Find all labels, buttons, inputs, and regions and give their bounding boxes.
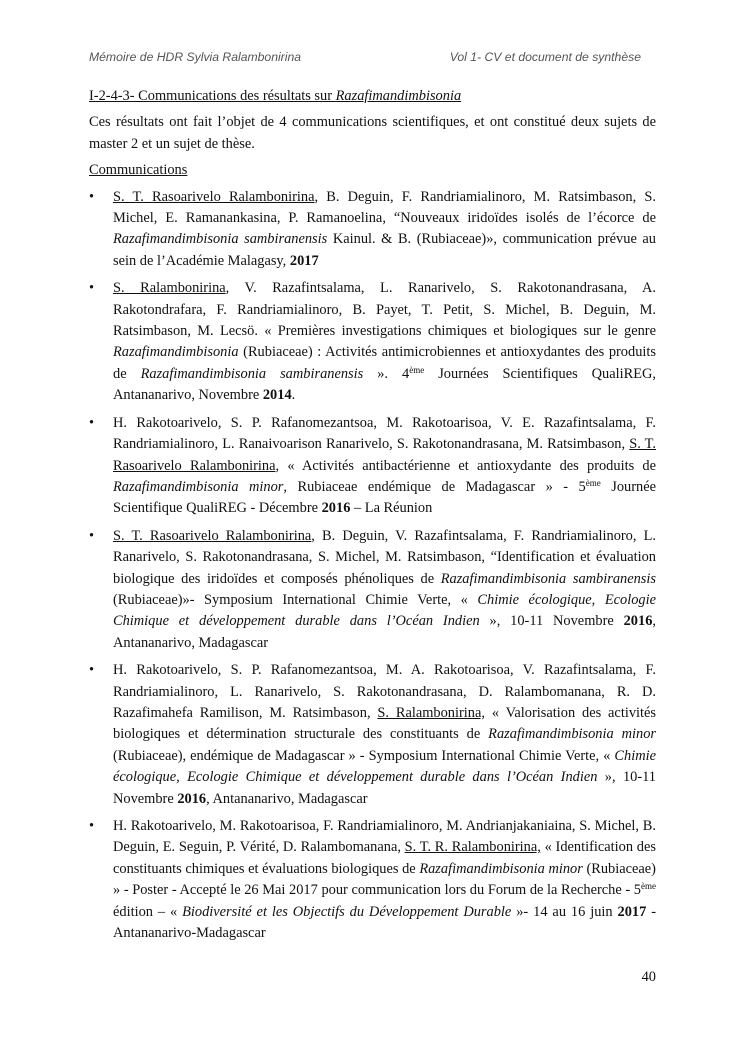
italic-text: Razafimandimbisonia minor [113,478,284,495]
entry-text: , Antananarivo, Madagascar [113,613,656,651]
year-bold: 2014 [262,387,292,404]
entry-text: Journées Scientifiques QualiREG, Antananarivo, Novembre [113,365,657,404]
entry-text: ». 4 [363,365,410,382]
entry-text: -Antananarivo-Madagascar [113,903,657,942]
ordinal-suffix: ème [585,477,601,488]
section-heading [89,86,656,107]
italic-text: Chimie écologique, Ecologie Chimique et développement durable dans l’Océan Indien [113,591,656,630]
entry-text: (Rubiaceae) » - Poster - Accepté le 26 Mai 2017 pour communication lors du Forum de la Recherche - 5 [113,860,656,899]
bullet-icon: • [89,527,95,544]
italic-text: Razafimandimbisonia sambiranensis [440,570,657,587]
communication-entry [89,816,656,944]
entry-text: Kainul. & B. (Rubiaceae)», communication prévue au sein de l’Académie Malagasy, [113,231,656,269]
year-bold: 2017 [289,252,319,269]
year-bold: 2016 [321,500,351,517]
communication-entry [89,278,656,406]
bullet-icon: • [89,662,95,679]
year-bold: 2017 [617,903,647,920]
entry-text: , « Activités antibactérienne et antioxydante des produits de [275,457,656,474]
page-content [89,86,656,950]
communication-entry [89,187,656,273]
entry-text: (Rubiaceae) : Activités antimicrobiennes et antioxydantes des produits de [113,344,656,382]
entry-text: – La Réunion [350,500,433,517]
italic-text: Biodiversité et les Objectifs du Développement Durable [182,903,512,920]
entry-text: « Valorisation des activités biologiques et détermination structurale des constituants de [113,704,656,743]
ordinal-suffix: ème [641,881,656,892]
entry-text: « Identification des constituants chimiques et évaluations biologiques de [113,839,656,877]
author-highlight: S. Ralambonirina [113,280,226,297]
entry-text: H. Rakotoarivelo, S. P. Rafanomezantsoa, M. Rakotoarisoa, V. E. Razafintsalama, F. Randriamialinoro, L. Ranaivoarison Ranarivelo, S. Rakotonandrasana, M. Ratsimbason, [113,414,656,453]
communication-entry [89,660,656,810]
author-highlight: S. T. Rasoarivelo Ralambonirina [113,436,656,474]
entry-text: . [291,387,296,404]
entry-text: H. Rakotoarivelo, M. Rakotoarisoa, F. Randriamialinoro, M. Andrianjakaniaina, S. Michel, B. Deguin, E. Seguin, P. Vérité, D. Ralambomanana, [113,818,656,856]
entry-text: »- 14 au 16 juin [511,903,618,920]
page-number: 40 [641,969,656,985]
communication-entry [89,526,656,654]
entry-text: , Antananarivo, Madagascar [206,790,368,807]
year-bold: 2016 [177,790,207,807]
communications-list [89,187,656,945]
ordinal-suffix: ème [409,364,425,375]
italic-text: Razafimandimbisonia minor [419,860,583,877]
communications-subheading: Communications [89,162,188,179]
running-header-right: Vol 1- CV et document de synthèse [449,50,641,64]
entry-text: , B. Deguin, F. Randriamialinoro, M. Ratsimbason, S. Michel, E. Ramanankasina, P. Ramanoelina, “Nouveaux iridoïdes isolés de l’écorce de [113,188,656,227]
entry-text: , Rubiaceae endémique de Madagascar » - 5 [283,478,586,495]
entry-text: , B. Deguin, V. Razafintsalama, F. Randriamialinoro, L. Ranarivelo, S. Rakotonandrasana, S. Michel, M. Ratsimbason, “Identification et évaluation biologique des iridoïdes et composés phénoliques de [113,527,656,587]
author-highlight: S. T. Rasoarivelo Ralambonirina [113,188,315,205]
entry-text: (Rubiaceae), endémique de Madagascar » - Symposium International Chimie Verte, « [113,747,615,764]
bullet-icon: • [89,818,95,834]
entry-text: , V. Razafintsalama, L. Ranarivelo, S. Rakotonandrasana, A. Rakotondrafara, F. Randriamialinoro, B. Payet, T. Petit, S. Michel, B. Deguin, M. Ratsimbason, M. Lecsö. « Premières investigations chimiques et biologiques sur le genre [113,280,656,340]
entry-text: », 10-11 Novembre [113,769,656,807]
bullet-icon: • [89,280,95,297]
italic-text: Razafimandimbisonia sambiranensis [113,231,328,248]
bullet-icon: • [89,414,95,431]
author-highlight: S. T. Rasoarivelo Ralambonirina [113,527,312,544]
year-bold: 2016 [623,613,653,630]
author-highlight: S. T. R. Ralambonirina, [404,839,541,856]
intro-paragraph: Ces résultats ont fait l’objet de 4 communications scientifiques, et ont constitué deux sujets de master 2 et un sujet de thèse. [89,114,656,152]
section-heading-text: I-2-4-3- Communications des résultats sur [89,88,336,104]
italic-text: Chimie écologique, Ecologie Chimique et développement durable dans l’Océan Indien [113,747,656,786]
entry-text: édition – « [113,903,183,920]
bullet-icon: • [89,188,95,205]
italic-text: Razafimandimbisonia sambiranensis [140,365,364,382]
running-header-left: Mémoire de HDR Sylvia Ralambonirina [89,50,302,64]
author-highlight: S. Ralambonirina, [377,704,485,721]
section-heading-genus: Razafimandimbisonia [335,88,462,104]
italic-text: Razafimandimbisonia [113,344,239,361]
entry-text: H. Rakotoarivelo, S. P. Rafanomezantsoa, M. A. Rakotoarisoa, V. Razafintsalama, F. Randriamialinoro, L. Ranarivelo, S. Rakotonandrasana, D. Ralambomanana, R. D. Razafimahefa Ramilison, M. Ratsimbason, [113,662,656,721]
entry-text: », 10-11 Novembre [479,613,624,630]
communication-entry [89,413,656,520]
italic-text: Razafimandimbisonia minor [488,726,656,743]
entry-text: (Rubiaceae)»- Symposium International Chimie Verte, « [113,591,478,608]
entry-text: Journée Scientifique QualiREG - Décembre [113,478,656,517]
